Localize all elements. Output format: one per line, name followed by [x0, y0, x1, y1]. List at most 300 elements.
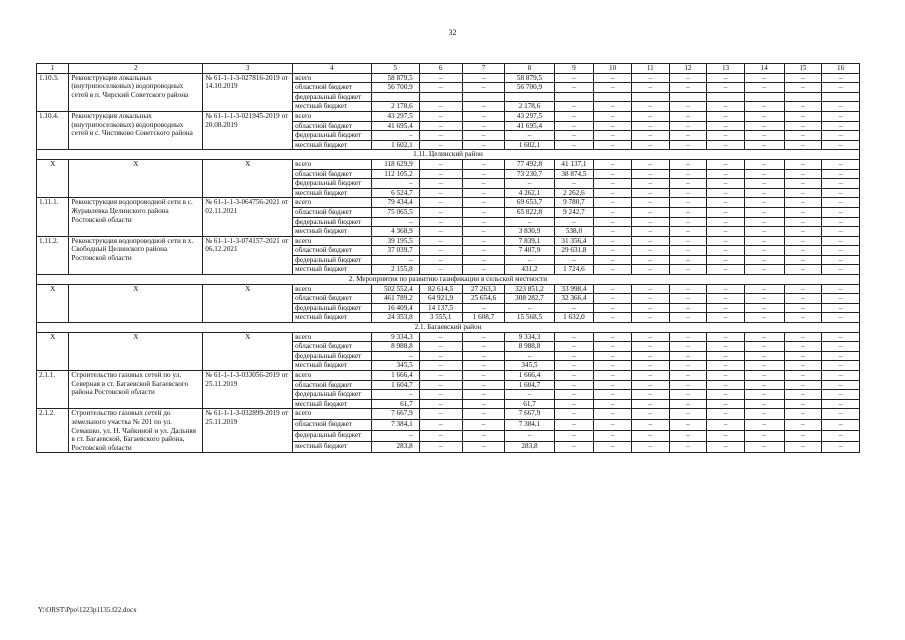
item-name: Строительство газовых сетей до земельного участка № 201 по ул. Семашко, ул. Н. Чайкиной и ул. Дальняя в ст. Багаевской, Багаевского района, Ростовской области: [69, 409, 203, 453]
funding-source: федеральный бюджет: [293, 303, 371, 313]
value-cell: 502 552,4: [371, 284, 419, 294]
value-cell: –: [669, 131, 707, 141]
value-cell: –: [631, 431, 669, 442]
value-cell: –: [784, 111, 822, 121]
value-cell: –: [371, 179, 419, 189]
value-cell: –: [554, 442, 594, 453]
value-cell: –: [744, 332, 784, 342]
funding-source: федеральный бюджет: [293, 351, 371, 361]
value-cell: –: [594, 371, 632, 381]
value-cell: –: [784, 380, 822, 390]
value-cell: –: [462, 351, 505, 361]
column-number: 11: [631, 64, 669, 74]
value-cell: –: [462, 390, 505, 400]
value-cell: –: [462, 169, 505, 179]
value-cell: –: [784, 83, 822, 93]
value-cell: –: [594, 207, 632, 217]
value-cell: –: [462, 431, 505, 442]
value-cell: 79 434,4: [371, 198, 419, 208]
funding-source: федеральный бюджет: [293, 431, 371, 442]
funding-source: областной бюджет: [293, 294, 371, 304]
item-number: 1.10.4.: [37, 111, 69, 149]
value-cell: –: [419, 102, 462, 112]
value-cell: –: [594, 361, 632, 371]
value-cell: –: [822, 83, 860, 93]
value-cell: –: [707, 159, 745, 169]
value-cell: 8 988,8: [371, 342, 419, 352]
value-cell: –: [371, 131, 419, 141]
value-cell: –: [505, 179, 554, 189]
value-cell: 43 297,5: [505, 111, 554, 121]
value-cell: 2 155,8: [371, 265, 419, 275]
value-cell: –: [419, 179, 462, 189]
value-cell: 61,7: [505, 399, 554, 409]
value-cell: –: [784, 73, 822, 83]
value-cell: –: [744, 207, 784, 217]
value-cell: –: [784, 159, 822, 169]
value-cell: 2 262,6: [554, 188, 594, 198]
value-cell: –: [631, 380, 669, 390]
value-cell: –: [631, 111, 669, 121]
value-cell: –: [744, 420, 784, 431]
value-cell: –: [669, 217, 707, 227]
value-cell: –: [631, 390, 669, 400]
table-row: [37, 159, 860, 169]
value-cell: –: [594, 198, 632, 208]
funding-source: местный бюджет: [293, 399, 371, 409]
value-cell: –: [419, 246, 462, 256]
value-cell: [554, 92, 594, 102]
value-cell: –: [744, 159, 784, 169]
funding-source: всего: [293, 409, 371, 420]
value-cell: –: [462, 420, 505, 431]
value-cell: –: [707, 284, 745, 294]
value-cell: –: [419, 121, 462, 131]
value-cell: –: [822, 188, 860, 198]
funding-source: федеральный бюджет: [293, 255, 371, 265]
value-cell: –: [554, 332, 594, 342]
value-cell: –: [707, 169, 745, 179]
value-cell: –: [669, 83, 707, 93]
value-cell: –: [594, 284, 632, 294]
value-cell: 308 282,7: [505, 294, 554, 304]
value-cell: –: [554, 342, 594, 352]
value-cell: –: [784, 399, 822, 409]
value-cell: –: [631, 207, 669, 217]
value-cell: 61,7: [371, 399, 419, 409]
value-cell: –: [594, 179, 632, 189]
value-cell: –: [784, 121, 822, 131]
value-cell: –: [669, 265, 707, 275]
value-cell: –: [462, 442, 505, 453]
value-cell: –: [554, 390, 594, 400]
value-cell: –: [419, 351, 462, 361]
value-cell: –: [822, 361, 860, 371]
value-cell: 58 879,5: [505, 73, 554, 83]
value-cell: [419, 92, 462, 102]
value-cell: –: [419, 83, 462, 93]
value-cell: –: [505, 351, 554, 361]
value-cell: –: [822, 236, 860, 246]
funding-source: местный бюджет: [293, 442, 371, 453]
value-cell: –: [631, 169, 669, 179]
funding-source: местный бюджет: [293, 227, 371, 237]
value-cell: –: [822, 399, 860, 409]
value-cell: –: [462, 217, 505, 227]
value-cell: –: [669, 102, 707, 112]
value-cell: –: [822, 102, 860, 112]
value-cell: [669, 92, 707, 102]
value-cell: –: [631, 73, 669, 83]
value-cell: 6 524,7: [371, 188, 419, 198]
item-document: № 61-1-1-3-064756-2021 от 02.11.2021: [203, 198, 293, 236]
value-cell: –: [462, 198, 505, 208]
value-cell: 25 654,6: [462, 294, 505, 304]
value-cell: 43 297,5: [371, 111, 419, 121]
value-cell: –: [744, 83, 784, 93]
value-cell: –: [419, 361, 462, 371]
value-cell: –: [419, 420, 462, 431]
value-cell: –: [669, 313, 707, 323]
table-row: [37, 111, 860, 121]
column-number: 5: [371, 64, 419, 74]
funding-source: федеральный бюджет: [293, 131, 371, 141]
value-cell: –: [669, 198, 707, 208]
value-cell: –: [707, 188, 745, 198]
value-cell: –: [594, 303, 632, 313]
column-number: 12: [669, 64, 707, 74]
value-cell: –: [594, 246, 632, 256]
value-cell: –: [554, 83, 594, 93]
column-number: 15: [784, 64, 822, 74]
item-number: 2.1.2.: [37, 409, 69, 453]
value-cell: –: [669, 236, 707, 246]
item-document: № 61-1-1-3-032899-2019 от 25.11.2019: [203, 409, 293, 453]
value-cell: [822, 92, 860, 102]
value-cell: –: [462, 255, 505, 265]
value-cell: –: [822, 246, 860, 256]
value-cell: –: [822, 159, 860, 169]
value-cell: –: [784, 102, 822, 112]
value-cell: –: [669, 207, 707, 217]
value-cell: –: [784, 431, 822, 442]
column-number: 8: [505, 64, 554, 74]
value-cell: –: [462, 332, 505, 342]
value-cell: 538,0: [554, 227, 594, 237]
value-cell: –: [631, 265, 669, 275]
funding-source: всего: [293, 332, 371, 342]
value-cell: –: [594, 131, 632, 141]
value-cell: –: [631, 303, 669, 313]
value-cell: –: [744, 73, 784, 83]
value-cell: –: [419, 371, 462, 381]
value-cell: 56 700,9: [371, 83, 419, 93]
value-cell: –: [594, 351, 632, 361]
funding-source: областной бюджет: [293, 207, 371, 217]
value-cell: 431,2: [505, 265, 554, 275]
value-cell: –: [554, 361, 594, 371]
value-cell: –: [631, 140, 669, 150]
value-cell: –: [554, 420, 594, 431]
value-cell: –: [594, 390, 632, 400]
value-cell: –: [631, 246, 669, 256]
value-cell: 4 262,1: [505, 188, 554, 198]
value-cell: –: [594, 227, 632, 237]
value-cell: –: [419, 159, 462, 169]
value-cell: [631, 92, 669, 102]
value-cell: –: [707, 102, 745, 112]
value-cell: 7 839,1: [505, 236, 554, 246]
value-cell: –: [707, 313, 745, 323]
value-cell: –: [371, 431, 419, 442]
value-cell: –: [822, 294, 860, 304]
value-cell: –: [419, 342, 462, 352]
value-cell: –: [669, 371, 707, 381]
value-cell: 9 334,3: [505, 332, 554, 342]
value-cell: –: [822, 442, 860, 453]
value-cell: –: [594, 217, 632, 227]
value-cell: –: [631, 159, 669, 169]
funding-source: федеральный бюджет: [293, 217, 371, 227]
value-cell: 3 830,9: [505, 227, 554, 237]
item-name: X: [69, 332, 203, 370]
value-cell: 37 039,7: [371, 246, 419, 256]
value-cell: –: [744, 399, 784, 409]
value-cell: –: [707, 431, 745, 442]
value-cell: –: [822, 431, 860, 442]
value-cell: –: [669, 303, 707, 313]
value-cell: –: [744, 111, 784, 121]
funding-source: федеральный бюджет: [293, 92, 371, 102]
value-cell: –: [744, 198, 784, 208]
value-cell: –: [784, 351, 822, 361]
item-name: Строительство газовых сетей по ул. Северная в ст. Багаевской Багаевского района Ростовской области: [69, 371, 203, 409]
value-cell: –: [419, 73, 462, 83]
value-cell: –: [744, 390, 784, 400]
value-cell: –: [594, 294, 632, 304]
value-cell: –: [462, 246, 505, 256]
funding-source: областной бюджет: [293, 121, 371, 131]
value-cell: –: [744, 294, 784, 304]
item-name: Реконструкция водопроводной сети в с. Журавлевка Целинского района Ростовской области: [69, 198, 203, 236]
value-cell: 7 407,9: [505, 246, 554, 256]
value-cell: 58 879,5: [371, 73, 419, 83]
table-row: [37, 73, 860, 83]
value-cell: –: [784, 294, 822, 304]
value-cell: –: [744, 169, 784, 179]
value-cell: –: [707, 198, 745, 208]
value-cell: –: [594, 399, 632, 409]
column-number: 4: [293, 64, 371, 74]
item-number: 1.11.1.: [37, 198, 69, 236]
value-cell: –: [631, 351, 669, 361]
value-cell: –: [707, 246, 745, 256]
value-cell: 69 653,7: [505, 198, 554, 208]
value-cell: 9 334,3: [371, 332, 419, 342]
value-cell: –: [594, 121, 632, 131]
table-row: [37, 198, 860, 208]
value-cell: 9 242,7: [554, 207, 594, 217]
value-cell: –: [419, 140, 462, 150]
value-cell: 1 604,7: [371, 380, 419, 390]
budget-table: [36, 63, 860, 453]
value-cell: –: [744, 246, 784, 256]
value-cell: –: [707, 351, 745, 361]
value-cell: –: [822, 131, 860, 141]
value-cell: –: [822, 198, 860, 208]
value-cell: –: [419, 217, 462, 227]
funding-source: местный бюджет: [293, 140, 371, 150]
value-cell: –: [822, 265, 860, 275]
value-cell: –: [822, 121, 860, 131]
value-cell: –: [631, 332, 669, 342]
value-cell: –: [594, 431, 632, 442]
value-cell: –: [744, 217, 784, 227]
funding-source: областной бюджет: [293, 169, 371, 179]
item-document: X: [203, 284, 293, 322]
value-cell: –: [669, 399, 707, 409]
value-cell: –: [707, 390, 745, 400]
value-cell: –: [631, 361, 669, 371]
value-cell: 283,8: [371, 442, 419, 453]
value-cell: –: [707, 227, 745, 237]
column-number: 2: [69, 64, 203, 74]
value-cell: –: [707, 409, 745, 420]
value-cell: –: [822, 207, 860, 217]
value-cell: –: [554, 351, 594, 361]
value-cell: –: [744, 227, 784, 237]
value-cell: –: [669, 390, 707, 400]
value-cell: –: [784, 227, 822, 237]
section-title: 2.1. Багаевский район: [37, 323, 860, 333]
value-cell: 15 568,5: [505, 313, 554, 323]
item-document: X: [203, 159, 293, 197]
value-cell: –: [594, 409, 632, 420]
value-cell: –: [554, 131, 594, 141]
value-cell: –: [784, 265, 822, 275]
value-cell: –: [462, 236, 505, 246]
value-cell: –: [669, 420, 707, 431]
value-cell: 118 629,9: [371, 159, 419, 169]
value-cell: –: [822, 342, 860, 352]
value-cell: –: [669, 431, 707, 442]
funding-source: местный бюджет: [293, 313, 371, 323]
column-number: 10: [594, 64, 632, 74]
value-cell: –: [822, 140, 860, 150]
value-cell: –: [631, 198, 669, 208]
value-cell: –: [822, 169, 860, 179]
value-cell: 27 263,3: [462, 284, 505, 294]
value-cell: –: [419, 442, 462, 453]
value-cell: [462, 92, 505, 102]
value-cell: 33 998,4: [554, 284, 594, 294]
value-cell: –: [822, 303, 860, 313]
column-number-row: [37, 64, 860, 74]
value-cell: –: [505, 303, 554, 313]
value-cell: –: [744, 121, 784, 131]
value-cell: –: [707, 442, 745, 453]
value-cell: –: [419, 265, 462, 275]
value-cell: –: [744, 431, 784, 442]
value-cell: –: [631, 420, 669, 431]
value-cell: –: [631, 313, 669, 323]
value-cell: –: [707, 303, 745, 313]
value-cell: –: [462, 380, 505, 390]
value-cell: 323 851,2: [505, 284, 554, 294]
value-cell: –: [744, 371, 784, 381]
value-cell: 1 632,0: [554, 313, 594, 323]
value-cell: 1 724,6: [554, 265, 594, 275]
value-cell: –: [594, 255, 632, 265]
column-number: 16: [822, 64, 860, 74]
value-cell: –: [462, 207, 505, 217]
value-cell: –: [822, 284, 860, 294]
value-cell: –: [462, 140, 505, 150]
value-cell: –: [419, 131, 462, 141]
value-cell: –: [371, 255, 419, 265]
value-cell: [371, 92, 419, 102]
column-number: 13: [707, 64, 745, 74]
value-cell: –: [462, 371, 505, 381]
value-cell: 56 700,9: [505, 83, 554, 93]
item-document: № 61-1-1-3-021945-2019 от 20.08.2019: [203, 111, 293, 149]
item-number: 1.10.3.: [37, 73, 69, 111]
value-cell: –: [419, 431, 462, 442]
value-cell: –: [554, 121, 594, 131]
value-cell: –: [594, 342, 632, 352]
value-cell: –: [707, 265, 745, 275]
value-cell: –: [784, 198, 822, 208]
value-cell: 1 602,1: [505, 140, 554, 150]
value-cell: –: [631, 83, 669, 93]
section-row: [37, 150, 860, 160]
value-cell: –: [784, 169, 822, 179]
value-cell: –: [419, 111, 462, 121]
value-cell: –: [594, 188, 632, 198]
value-cell: –: [822, 390, 860, 400]
value-cell: –: [669, 169, 707, 179]
value-cell: –: [822, 351, 860, 361]
value-cell: –: [631, 217, 669, 227]
value-cell: –: [822, 227, 860, 237]
value-cell: –: [822, 420, 860, 431]
value-cell: –: [707, 111, 745, 121]
funding-source: всего: [293, 111, 371, 121]
value-cell: –: [554, 431, 594, 442]
value-cell: –: [631, 371, 669, 381]
value-cell: –: [554, 409, 594, 420]
value-cell: 39 195,5: [371, 236, 419, 246]
value-cell: –: [744, 409, 784, 420]
value-cell: –: [371, 351, 419, 361]
value-cell: –: [462, 102, 505, 112]
value-cell: [744, 92, 784, 102]
funding-source: местный бюджет: [293, 188, 371, 198]
value-cell: –: [594, 442, 632, 453]
value-cell: –: [554, 217, 594, 227]
value-cell: –: [462, 188, 505, 198]
funding-source: областной бюджет: [293, 246, 371, 256]
value-cell: –: [594, 236, 632, 246]
value-cell: –: [594, 159, 632, 169]
value-cell: –: [669, 140, 707, 150]
value-cell: –: [594, 332, 632, 342]
value-cell: –: [594, 102, 632, 112]
value-cell: –: [554, 111, 594, 121]
value-cell: –: [371, 217, 419, 227]
value-cell: –: [784, 342, 822, 352]
value-cell: –: [822, 255, 860, 265]
